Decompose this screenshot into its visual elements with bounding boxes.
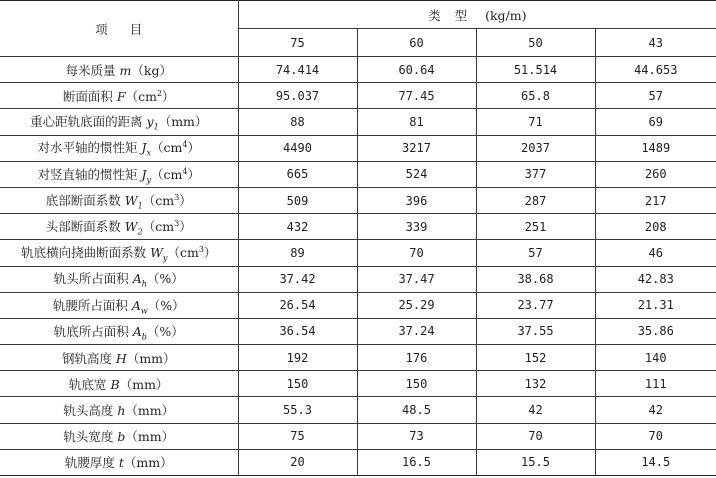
row-label <box>0 187 238 213</box>
row-label-unit-close: ） <box>187 166 200 182</box>
row-label-text: 轨底横向挠曲断面系数 <box>21 245 151 261</box>
value-cell: 287 <box>476 187 595 213</box>
row-label <box>0 449 238 475</box>
row-label-unit: （mm） <box>125 403 175 419</box>
value-cell: 75 <box>238 423 357 449</box>
row-label-text: 轨底宽 <box>69 376 111 392</box>
table-row <box>0 292 716 318</box>
value-cell: 150 <box>357 371 476 397</box>
row-label-subscript: y <box>162 253 168 263</box>
table-row <box>0 161 716 187</box>
row-label-unit: （mm） <box>158 114 208 130</box>
row-label-text: 断面面积 <box>62 88 117 104</box>
value-cell: 42 <box>595 397 716 423</box>
row-label-symbol: B <box>110 376 120 392</box>
value-cell: 42 <box>476 397 595 423</box>
value-cell: 89 <box>238 240 357 266</box>
value-cell: 260 <box>595 161 716 187</box>
table-row <box>0 214 716 240</box>
row-label <box>0 345 238 371</box>
value-cell: 37.24 <box>357 318 476 344</box>
row-label-symbol: t <box>118 455 124 471</box>
row-label-symbol: J <box>141 166 147 182</box>
row-label-text: 头部断面系数 <box>45 218 125 234</box>
row-label-unit-close: ） <box>187 140 200 156</box>
row-label-symbol: W <box>124 218 138 234</box>
row-label <box>0 214 238 240</box>
value-cell: 38.68 <box>476 266 595 292</box>
row-label-text: 对竖直轴的惯性矩 <box>37 166 142 182</box>
value-cell: 3217 <box>357 135 476 161</box>
row-label-unit: （%） <box>146 271 184 287</box>
value-cell: 70 <box>595 423 716 449</box>
row-label <box>0 292 238 318</box>
value-cell: 251 <box>476 214 595 240</box>
row-label <box>0 266 238 292</box>
row-label-symbol: A <box>132 271 142 287</box>
value-cell: 35.86 <box>595 318 716 344</box>
row-label-subscript: 2 <box>137 227 143 237</box>
row-label-unit-close: ） <box>162 88 175 104</box>
value-cell: 60.64 <box>357 57 476 83</box>
row-label <box>0 83 238 109</box>
row-label-text: 轨底所占面积 <box>53 323 133 339</box>
table-row <box>0 397 716 423</box>
value-cell: 48.5 <box>357 397 476 423</box>
row-label-symbol: F <box>116 88 126 104</box>
value-cell: 70 <box>357 240 476 266</box>
row-label-unit: （mm） <box>126 350 176 366</box>
table-row <box>0 423 716 449</box>
value-cell: 432 <box>238 214 357 240</box>
row-label-text: 对水平轴的惯性矩 <box>37 140 142 156</box>
value-cell: 217 <box>595 187 716 213</box>
value-cell: 69 <box>595 109 716 135</box>
value-cell: 524 <box>357 161 476 187</box>
row-label-text: 轨腰所占面积 <box>52 297 132 313</box>
row-label-unit: （mm） <box>125 429 175 445</box>
row-label-unit-exponent: 4 <box>182 140 188 150</box>
value-cell: 73 <box>357 423 476 449</box>
row-label-unit-exponent: 3 <box>198 245 204 254</box>
value-cell: 71 <box>476 109 595 135</box>
row-label-symbol: W <box>150 245 163 261</box>
row-label-unit: （cm <box>151 140 183 156</box>
header-row-top <box>0 1 716 29</box>
value-cell: 37.42 <box>238 266 357 292</box>
table-row <box>0 371 716 397</box>
value-cell: 14.5 <box>595 449 716 475</box>
type-column-header: 43 <box>595 29 716 57</box>
value-cell: 77.45 <box>357 83 476 109</box>
value-cell: 396 <box>357 187 476 213</box>
row-label-unit-close: ） <box>203 245 217 261</box>
row-label-subscript: y <box>146 175 152 185</box>
type-column-header: 50 <box>476 29 595 57</box>
value-cell: 339 <box>357 214 476 240</box>
table-row <box>0 135 716 161</box>
value-cell: 81 <box>357 109 476 135</box>
row-label <box>0 161 238 187</box>
value-cell: 42.83 <box>595 266 716 292</box>
type-group-header <box>238 1 716 29</box>
row-label <box>0 423 238 449</box>
value-cell: 1489 <box>595 135 716 161</box>
table-row <box>0 83 716 109</box>
value-cell: 16.5 <box>357 449 476 475</box>
row-label-subscript: 1 <box>153 122 159 132</box>
row-label-subscript: b <box>141 332 147 342</box>
row-label-unit-exponent: 3 <box>174 218 180 228</box>
row-label <box>0 109 238 135</box>
value-cell: 4490 <box>238 135 357 161</box>
row-label-symbol: J <box>141 140 147 156</box>
row-label <box>0 135 238 161</box>
row-label-unit: （cm <box>151 166 183 182</box>
row-label-text: 轨头高度 <box>63 403 118 419</box>
value-cell: 2037 <box>476 135 595 161</box>
row-label-symbol: b <box>117 429 126 445</box>
row-label-text: 重心距轨底面的距离 <box>30 114 147 130</box>
row-label-unit: （%） <box>147 297 185 313</box>
value-cell: 192 <box>238 345 357 371</box>
table-row <box>0 240 716 266</box>
table-row <box>0 187 716 213</box>
value-cell: 377 <box>476 161 595 187</box>
row-label-text: 钢轨高度 <box>61 350 116 366</box>
type-header-label: 类型 <box>428 7 482 23</box>
row-label-unit: （cm <box>167 245 199 261</box>
row-label-symbol: h <box>117 403 126 419</box>
row-label-text: 轨腰厚度 <box>64 455 119 471</box>
row-label <box>0 318 238 344</box>
value-cell: 26.54 <box>238 292 357 318</box>
table-row <box>0 449 716 475</box>
row-label-unit: （mm） <box>123 455 173 471</box>
type-column-header: 60 <box>357 29 476 57</box>
table-body <box>0 57 716 476</box>
value-cell: 665 <box>238 161 357 187</box>
table-row <box>0 109 716 135</box>
row-label-unit: （%） <box>146 323 184 339</box>
type-header-unit: (kg/m) <box>485 7 527 23</box>
value-cell: 55.3 <box>238 397 357 423</box>
value-cell: 44.653 <box>595 57 716 83</box>
value-cell: 65.8 <box>476 83 595 109</box>
item-column-header: 项目 <box>0 1 238 57</box>
row-label-text: 每米质量 <box>65 62 120 78</box>
row-label-unit: （cm <box>125 88 157 104</box>
value-cell: 37.55 <box>476 318 595 344</box>
value-cell: 23.77 <box>476 292 595 318</box>
row-label-unit-exponent: 4 <box>182 166 188 176</box>
value-cell: 51.514 <box>476 57 595 83</box>
row-label-unit-close: ） <box>179 218 192 234</box>
value-cell: 88 <box>238 109 357 135</box>
value-cell: 176 <box>357 345 476 371</box>
table-row <box>0 266 716 292</box>
value-cell: 152 <box>476 345 595 371</box>
value-cell: 132 <box>476 371 595 397</box>
row-label-text: 轨头所占面积 <box>53 271 133 287</box>
value-cell: 74.414 <box>238 57 357 83</box>
value-cell: 21.31 <box>595 292 716 318</box>
value-cell: 509 <box>238 187 357 213</box>
row-label <box>0 371 238 397</box>
value-cell: 70 <box>476 423 595 449</box>
row-label-symbol: A <box>132 323 142 339</box>
type-column-header: 75 <box>238 29 357 57</box>
row-label <box>0 397 238 423</box>
row-label-symbol: H <box>115 350 127 366</box>
value-cell: 57 <box>476 240 595 266</box>
row-label <box>0 240 238 266</box>
value-cell: 20 <box>238 449 357 475</box>
row-label-text: 轨头宽度 <box>63 429 118 445</box>
row-label-unit-exponent: 2 <box>156 88 163 98</box>
row-label-unit-exponent: 3 <box>174 192 180 202</box>
row-label-symbol: m <box>119 62 132 78</box>
row-label-subscript: x <box>146 148 152 158</box>
table-row <box>0 57 716 83</box>
value-cell: 208 <box>595 214 716 240</box>
value-cell: 36.54 <box>238 318 357 344</box>
value-cell: 37.47 <box>357 266 476 292</box>
row-label-subscript: h <box>141 279 147 289</box>
row-label-symbol: y <box>146 114 154 130</box>
row-label-subscript: 1 <box>137 201 143 211</box>
row-label-symbol: W <box>124 192 138 208</box>
row-label-unit: （kg） <box>131 62 172 78</box>
row-label-unit: （mm） <box>119 376 169 392</box>
value-cell: 25.29 <box>357 292 476 318</box>
row-label-unit-close: ） <box>179 192 192 208</box>
value-cell: 46 <box>595 240 716 266</box>
value-cell: 95.037 <box>238 83 357 109</box>
table-row <box>0 345 716 371</box>
row-label-unit: （cm <box>142 192 175 208</box>
value-cell: 57 <box>595 83 716 109</box>
row-label-subscript: w <box>140 306 148 316</box>
table-row <box>0 318 716 344</box>
row-label-symbol: A <box>131 297 141 313</box>
value-cell: 111 <box>595 371 716 397</box>
value-cell: 150 <box>238 371 357 397</box>
value-cell: 15.5 <box>476 449 595 475</box>
value-cell: 140 <box>595 345 716 371</box>
row-label <box>0 57 238 83</box>
row-label-text: 底部断面系数 <box>45 192 125 208</box>
row-label-unit: （cm <box>142 218 175 234</box>
